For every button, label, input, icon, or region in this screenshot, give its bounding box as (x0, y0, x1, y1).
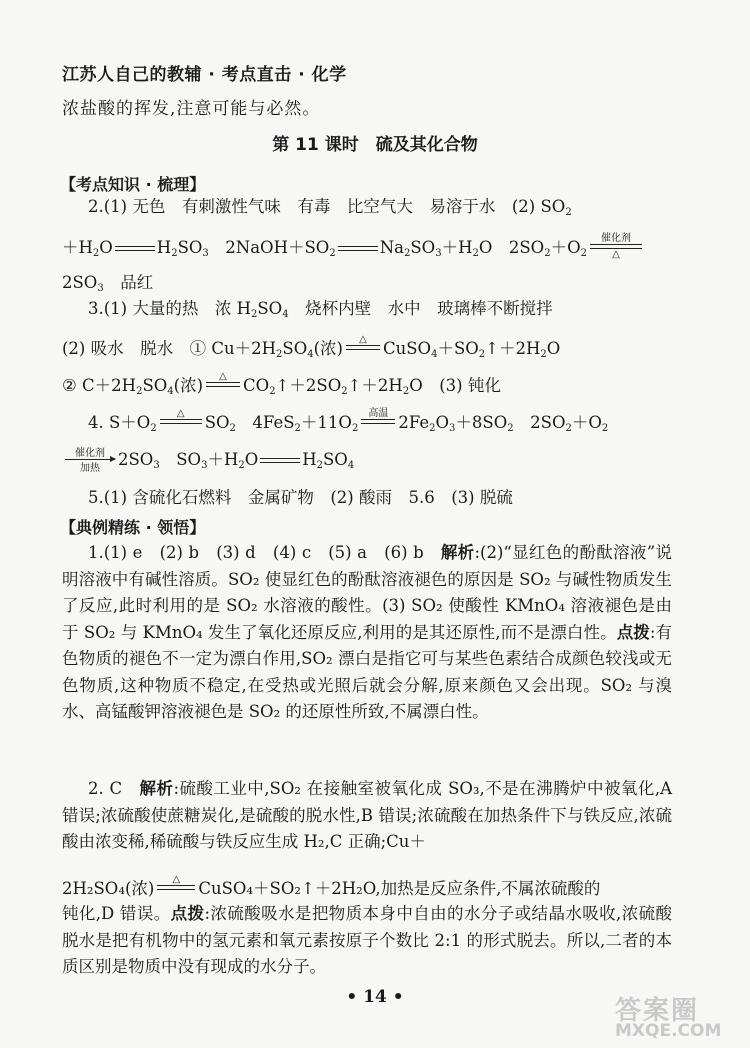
catalyst-heat-condition: 催化剂 △ (589, 233, 643, 260)
section-heading-examples: 【典例精练 · 领悟】 (60, 518, 206, 537)
equals-sign (338, 246, 378, 251)
high-temp-condition: 高温 (360, 408, 396, 435)
q5-line: 5.(1) 含硫化石燃料 金属矿物 (2) 酸雨 5.6 (3) 脱硫 (88, 488, 513, 507)
q4-line1: 4. $S+O_2$ △ $SO_2$ $4FeS_2+11O_2$ 高温 $2Fe_2O_3+8SO_2$ $2SO_2+O_2$ (88, 408, 609, 434)
heat-condition: △ (156, 874, 196, 901)
watermark-logo: 答案圈 MXQE.COM (615, 996, 722, 1041)
lesson-title: 第 11 课时 硫及其化合物 (272, 135, 478, 155)
example2-paragraph-part1: 2. C 解析:硫酸工业中,SO₂ 在接触室被氧化成 SO₃,不是在沸腾炉中被氧化,A 错误;浓硫酸使蔗糖炭化,是硫酸的脱水性,B 错误;浓硫酸在加热条件下与铁反应,浓硫酸由浓变稀,稀硫酸与铁反应生成 H₂,C 正确;Cu＋ (62, 779, 672, 851)
q3-line2: (2) 吸水 脱水 ① $Cu+2H_2SO_4$(浓) △ $CuSO_4+SO_2↑+2H_2O$ (62, 334, 561, 360)
q3-line3: ② $C+2H_2SO_4$(浓) △ $CO_2↑+2SO_2↑+2H_2O$ (3) 钝化 (62, 371, 501, 397)
equilibrium-arrow (115, 246, 155, 251)
example2-equation-line: 2H₂SO₄(浓) △ CuSO₄＋SO₂↑＋2H₂O,加热是反应条件,不属浓硫酸的 (62, 874, 600, 901)
page-number: • 14 • (346, 987, 404, 1007)
heat-condition: △ (205, 371, 241, 398)
q2-line2: $+H_2O$ $H_2SO_3$ $2NaOH+SO_2$ $Na_2SO_3+H_2O$ $2SO_2+O_2$ 催化剂 △ (62, 233, 645, 260)
q4-line2: 催化剂 加热 $2SO_3$ $SO_3+H_2O$ $H_2SO_4$ (62, 448, 354, 474)
q2-line3: $2SO_3$ 品红 (62, 273, 154, 294)
running-header: 江苏人自己的教辅 · 考点直击 · 化学 (62, 65, 347, 85)
heat-condition: △ (345, 334, 381, 361)
heat-condition: △ (159, 408, 203, 435)
catalyst-heating-condition: 催化剂 加热 (64, 448, 116, 474)
carry-over-line: 浓盐酸的挥发,注意可能与必然。 (62, 99, 321, 119)
q3-line1: 3.(1) 大量的热 浓 $H_2SO_4$ 烧杯内壁 水中 玻璃棒不断搅拌 (88, 299, 553, 320)
example1-paragraph: 1.(1) e (2) b (3) d (4) c (5) a (6) b 解析:(2)“显红色的酚酞溶液”说明溶液中有碱性溶质。SO₂ 使显红色的酚酞溶液褪色的原因是 SO₂ 与碱性物质发生了反应,此时利用的是 SO₂ 水溶液的酸性。(3) SO₂ 使酸性 KMnO₄ 溶液褪色是由于 SO₂ 与 KMnO₄ 发生了氧化还原反应,利用的是其还原性,而不是漂白性。点拨:有色物质的褪色不一定为漂白作用,SO₂ 漂白是指它可与某些色素结合成颜色较浅或无色物质,这种物质不稳定,在受热或光照后就会分解,原来颜色又会出现。SO₂ 与溴水、高锰酸钾溶液褪色是 SO₂ 的还原性所致,不属漂白性。 (62, 543, 673, 721)
example2-paragraph-part2: 钝化,D 错误。点拨:浓硫酸吸水是把物质本身中自由的水分子或结晶水吸收,浓硫酸脱水是把有机物中的氢元素和氧元素按原子个数比 2:1 的形式脱去。所以,二者的本质区别是物质中没有现成的水分子。 (62, 904, 673, 976)
equals-sign (260, 458, 300, 463)
q2-line1: 2.(1) 无色 有刺激性气味 有毒 比空气大 易溶于水 (2) $SO_2$ (88, 197, 572, 218)
section-heading-knowledge: 【考点知识 · 梳理】 (60, 175, 206, 194)
